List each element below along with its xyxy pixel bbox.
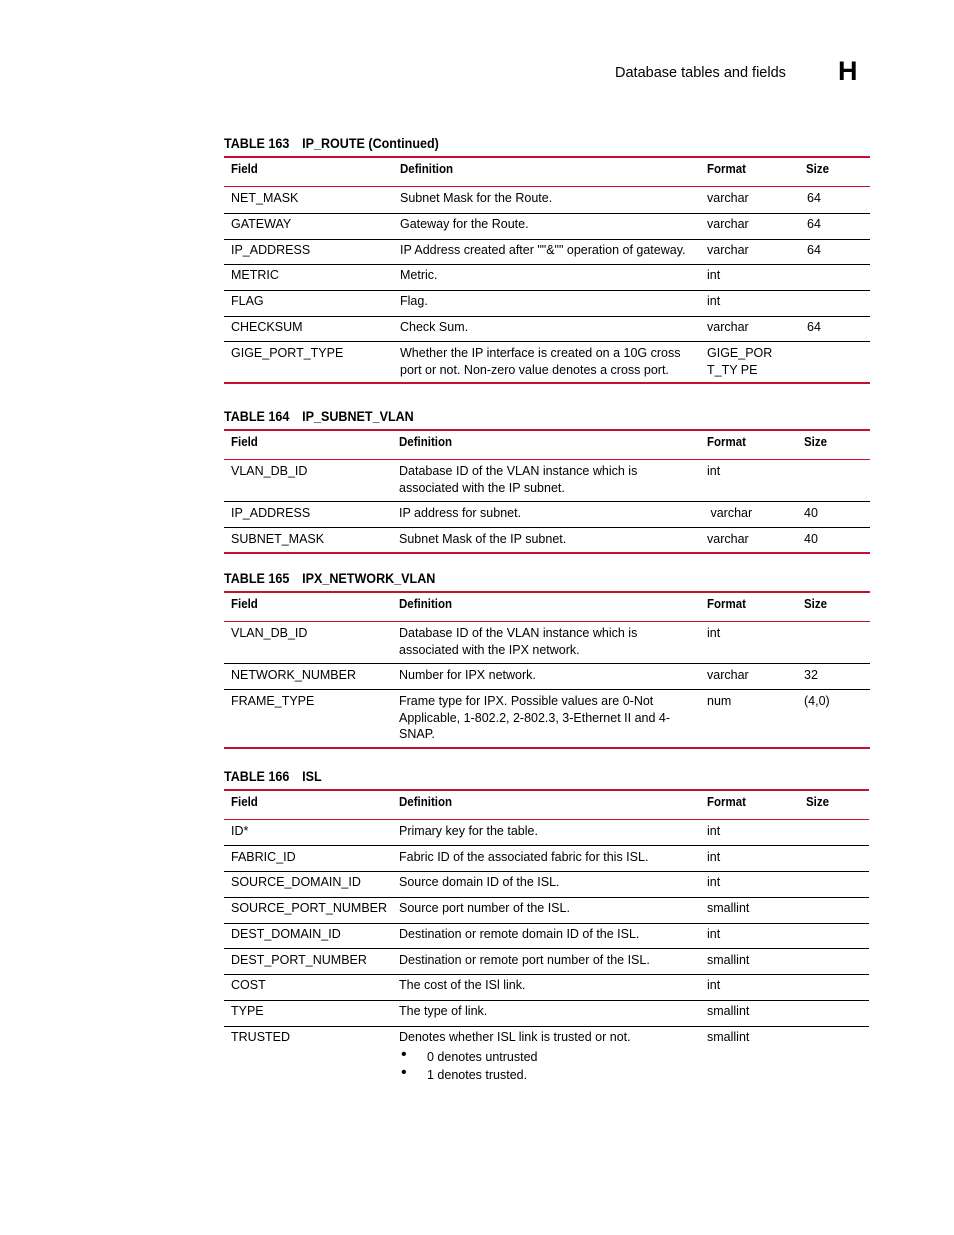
header-rule	[224, 186, 870, 187]
table-header-row: Field Definition Format Size	[231, 435, 828, 449]
table-row: DEST_PORT_NUMBER Destination or remote port number of the ISL. smallint	[224, 952, 869, 975]
table-row: FLAG Flag. int	[224, 293, 870, 317]
table-caption: TABLE 165 IPX_NETWORK_VLAN	[224, 571, 436, 586]
header-rule	[224, 621, 870, 622]
table-row: IP_ADDRESS IP address for subnet. varchar 40	[224, 505, 870, 528]
table-row: METRIC Metric. int	[224, 267, 870, 291]
table-row: FABRIC_ID Fabric ID of the associated fabric for this ISL. int	[224, 849, 869, 872]
table-163	[224, 136, 870, 377]
table-row: IP_ADDRESS IP Address created after ""&"" operation of gateway. varchar 64	[224, 242, 870, 265]
header-rule	[224, 459, 870, 460]
table-row: FRAME_TYPE Frame type for IPX. Possible values are 0-Not Applicable, 1-802.2, 2-802.3, 3-Ethernet II and 4-SNAP. num (4,0)	[231, 694, 830, 741]
table-header-row: Field Definition Format Size	[231, 162, 830, 176]
table-row: NETWORK_NUMBER Number for IPX network. varchar 32	[224, 667, 870, 690]
table-row: GIGE_PORT_TYPE Whether the IP interface is created on a 10G cross port or not. Non-zero value denotes a cross port. GIGE_PORT_TY PE	[231, 346, 773, 377]
table-caption: TABLE 163 IP_ROUTE (Continued)	[224, 136, 439, 151]
trusted-definition: Denotes whether ISL link is trusted or not. • 0 denotes untrusted • 1 denotes trusted.	[399, 1029, 689, 1084]
table-bottom-rule	[224, 552, 870, 554]
table-top-rule	[224, 156, 870, 158]
table-row: CHECKSUM Check Sum. varchar 64	[224, 319, 870, 342]
table-row: GATEWAY Gateway for the Route. varchar 64	[224, 216, 870, 240]
table-header-row: Field Definition Format Size	[231, 597, 828, 611]
table-row: VLAN_DB_ID Database ID of the VLAN instance which is associated with the IPX network. int	[224, 625, 870, 664]
appendix-letter: H	[838, 56, 858, 86]
table-166	[224, 769, 869, 1082]
list-item: • 1 denotes trusted.	[399, 1066, 689, 1084]
table-165	[224, 571, 870, 741]
table-header-row: Field Definition Format Size	[231, 795, 830, 809]
table-row: SOURCE_PORT_NUMBER Source port number of the ISL. smallint	[224, 900, 869, 924]
table-row: ID* Primary key for the table. int	[224, 823, 869, 846]
table-164	[224, 409, 870, 546]
table-row: NET_MASK Subnet Mask for the Route. varchar 64	[224, 190, 870, 214]
header-rule	[224, 819, 869, 820]
table-top-rule	[224, 429, 870, 431]
table-bottom-rule	[224, 747, 870, 749]
list-item: • 0 denotes untrusted	[399, 1048, 689, 1066]
table-row: DEST_DOMAIN_ID Destination or remote domain ID of the ISL. int	[224, 926, 869, 949]
table-top-rule	[224, 591, 870, 593]
bullet-list	[399, 1048, 689, 1084]
table-row: VLAN_DB_ID Database ID of the VLAN instance which is associated with the IP subnet. int	[224, 463, 870, 502]
table-caption: TABLE 164 IP_SUBNET_VLAN	[224, 409, 414, 424]
table-row: SOURCE_DOMAIN_ID Source domain ID of the ISL. int	[224, 874, 869, 898]
table-top-rule	[224, 789, 869, 791]
table-row: TYPE The type of link. smallint	[224, 1003, 869, 1027]
table-bottom-rule	[224, 382, 870, 384]
table-caption: TABLE 166 ISL	[224, 769, 322, 784]
table-row: COST The cost of the ISl link. int	[224, 977, 869, 1001]
table-row: SUBNET_MASK Subnet Mask of the IP subnet. varchar 40	[231, 532, 818, 546]
running-header-title: Database tables and fields	[615, 65, 786, 81]
table-row: TRUSTED Denotes whether ISL link is trusted or not. • 0 denotes untrusted • 1 denotes trusted. smallint	[224, 1029, 869, 1089]
